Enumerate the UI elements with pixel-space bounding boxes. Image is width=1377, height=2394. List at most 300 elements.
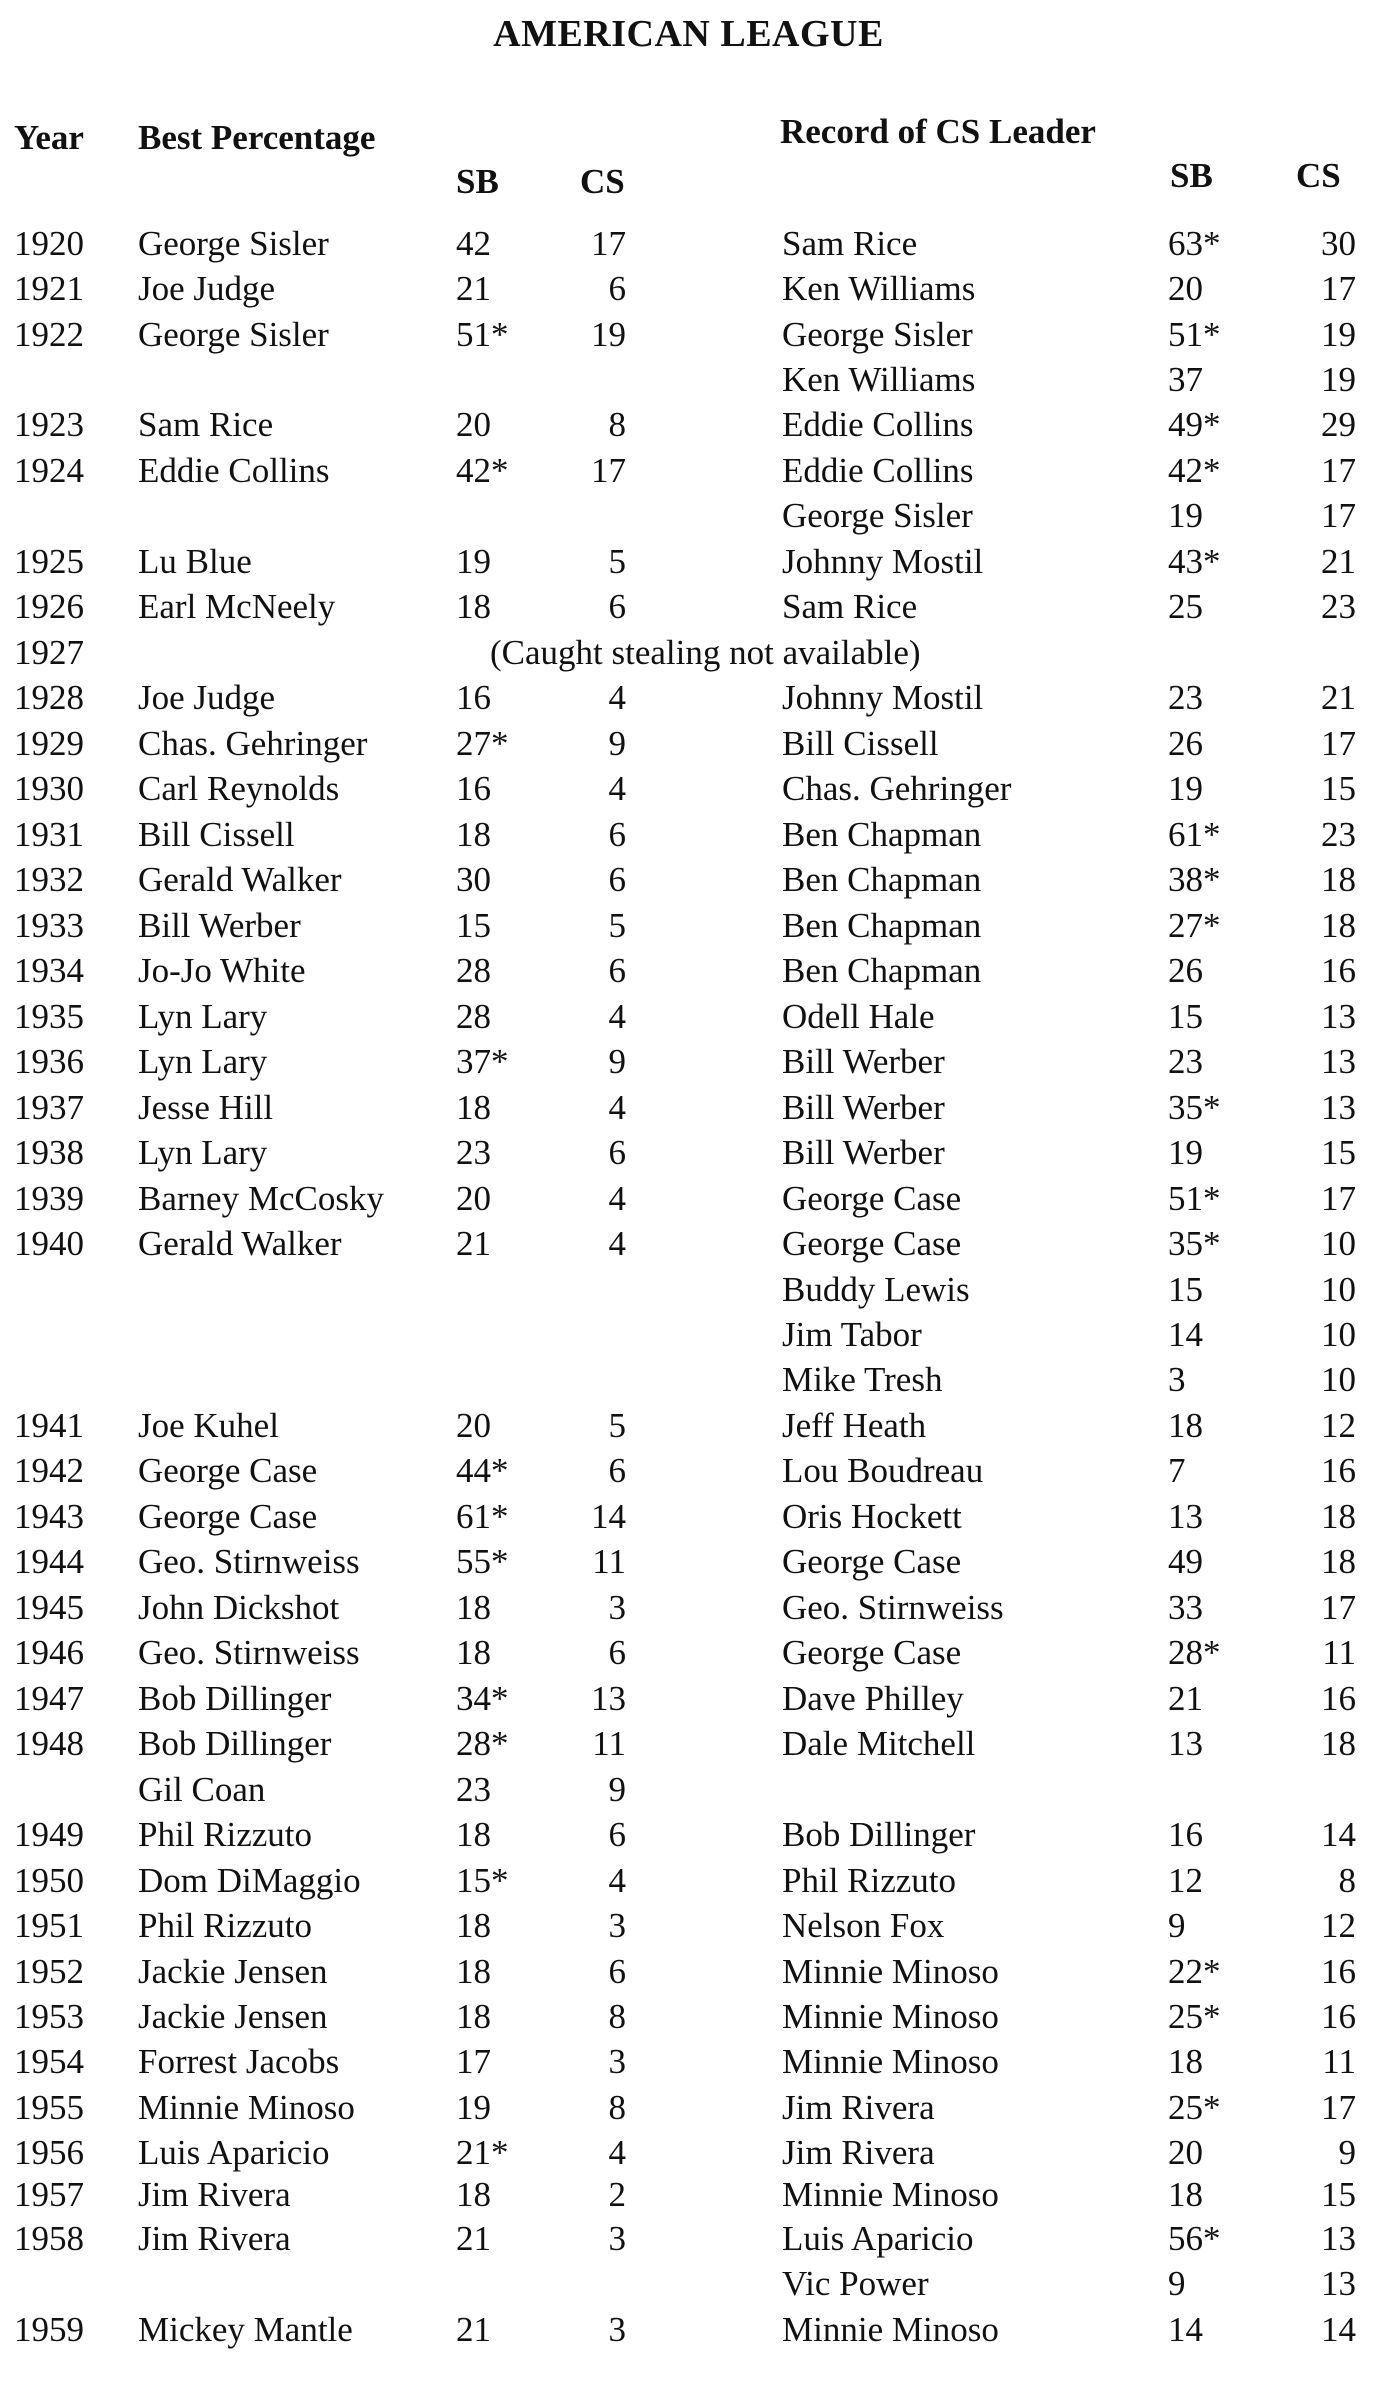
year-cell: 1931 bbox=[14, 815, 84, 854]
leader-sb-cell: 20 bbox=[1168, 2133, 1203, 2172]
year-cell: 1923 bbox=[14, 405, 84, 444]
best-cs-cell: 4 bbox=[608, 1088, 626, 1127]
header-leader-sb: SB bbox=[1170, 156, 1213, 195]
best-sb-cell: 34* bbox=[456, 1679, 509, 1718]
header-year: Year bbox=[14, 118, 84, 157]
leader-sb-cell: 51* bbox=[1168, 1179, 1221, 1218]
best-name-cell: Bob Dillinger bbox=[138, 1724, 332, 1763]
best-cs-cell: 4 bbox=[608, 1179, 626, 1218]
leader-sb-cell: 51* bbox=[1168, 315, 1221, 354]
leader-sb-cell: 20 bbox=[1168, 269, 1203, 308]
best-name-cell: Geo. Stirnweiss bbox=[138, 1542, 360, 1581]
leader-name-cell: Minnie Minoso bbox=[782, 2175, 999, 2214]
year-cell: 1958 bbox=[14, 2219, 84, 2258]
leader-name-cell: Buddy Lewis bbox=[782, 1270, 970, 1309]
leader-name-cell: George Sisler bbox=[782, 496, 973, 535]
leader-name-cell: George Case bbox=[782, 1633, 962, 1672]
leader-name-cell: Bill Werber bbox=[782, 1088, 945, 1127]
best-cs-cell: 4 bbox=[608, 1861, 626, 1900]
year-cell: 1922 bbox=[14, 315, 84, 354]
leader-cs-cell: 11 bbox=[1322, 2042, 1356, 2081]
leader-cs-cell: 30 bbox=[1321, 224, 1356, 263]
leader-cs-cell: 18 bbox=[1321, 860, 1356, 899]
table-row bbox=[0, 904, 1377, 948]
leader-sb-cell: 19 bbox=[1168, 769, 1203, 808]
year-cell: 1959 bbox=[14, 2310, 84, 2349]
best-sb-cell: 18 bbox=[456, 1633, 491, 1672]
table-row bbox=[0, 1268, 1377, 1312]
leader-sb-cell: 9 bbox=[1168, 2264, 1186, 2303]
leader-sb-cell: 27* bbox=[1168, 906, 1221, 945]
leader-cs-cell: 10 bbox=[1321, 1360, 1356, 1399]
leader-cs-cell: 17 bbox=[1321, 1588, 1356, 1627]
best-name-cell: Dom DiMaggio bbox=[138, 1861, 361, 1900]
best-cs-cell: 3 bbox=[608, 2310, 626, 2349]
leader-name-cell: Dave Philley bbox=[782, 1679, 964, 1718]
leader-name-cell: Minnie Minoso bbox=[782, 2310, 999, 2349]
year-cell: 1946 bbox=[14, 1633, 84, 1672]
year-cell: 1941 bbox=[14, 1406, 84, 1445]
best-sb-cell: 30 bbox=[456, 860, 491, 899]
leader-name-cell: Ken Williams bbox=[782, 269, 976, 308]
table-row bbox=[0, 858, 1377, 902]
leader-cs-cell: 15 bbox=[1321, 769, 1356, 808]
leader-name-cell: Johnny Mostil bbox=[782, 678, 984, 717]
year-cell: 1925 bbox=[14, 542, 84, 581]
leader-name-cell: Chas. Gehringer bbox=[782, 769, 1012, 808]
leader-name-cell: Ken Williams bbox=[782, 360, 976, 399]
best-cs-cell: 6 bbox=[608, 860, 626, 899]
leader-name-cell: Minnie Minoso bbox=[782, 1997, 999, 2036]
best-name-cell: George Sisler bbox=[138, 224, 329, 263]
best-cs-cell: 6 bbox=[608, 1133, 626, 1172]
table-row bbox=[0, 813, 1377, 857]
leader-sb-cell: 3 bbox=[1168, 1360, 1186, 1399]
best-sb-cell: 18 bbox=[456, 1997, 491, 2036]
table-row bbox=[0, 1768, 1377, 1812]
year-cell: 1928 bbox=[14, 678, 84, 717]
best-name-cell: Bill Cissell bbox=[138, 815, 295, 854]
best-cs-cell: 6 bbox=[608, 1952, 626, 1991]
leader-cs-cell: 17 bbox=[1321, 451, 1356, 490]
leader-name-cell: George Case bbox=[782, 1542, 962, 1581]
year-cell: 1920 bbox=[14, 224, 84, 263]
year-cell: 1940 bbox=[14, 1224, 84, 1263]
leader-cs-cell: 19 bbox=[1321, 315, 1356, 354]
leader-cs-cell: 13 bbox=[1321, 1042, 1356, 1081]
leader-cs-cell: 17 bbox=[1321, 2088, 1356, 2127]
table-row bbox=[0, 2131, 1377, 2175]
best-sb-cell: 15 bbox=[456, 906, 491, 945]
best-cs-cell: 11 bbox=[592, 1542, 626, 1581]
best-sb-cell: 21 bbox=[456, 2219, 491, 2258]
best-name-cell: Jo-Jo White bbox=[138, 951, 306, 990]
leader-name-cell: Mike Tresh bbox=[782, 1360, 943, 1399]
leader-sb-cell: 28* bbox=[1168, 1633, 1221, 1672]
year-cell: 1935 bbox=[14, 997, 84, 1036]
best-cs-cell: 14 bbox=[591, 1497, 626, 1536]
best-name-cell: Gil Coan bbox=[138, 1770, 266, 1809]
leader-name-cell: Jim Rivera bbox=[782, 2088, 935, 2127]
leader-sb-cell: 19 bbox=[1168, 496, 1203, 535]
best-cs-cell: 4 bbox=[608, 997, 626, 1036]
year-cell: 1952 bbox=[14, 1952, 84, 1991]
year-cell: 1938 bbox=[14, 1133, 84, 1172]
best-sb-cell: 61* bbox=[456, 1497, 509, 1536]
year-cell: 1951 bbox=[14, 1906, 84, 1945]
table-row bbox=[0, 2262, 1377, 2306]
leader-name-cell: Sam Rice bbox=[782, 587, 918, 626]
leader-cs-cell: 23 bbox=[1321, 815, 1356, 854]
leader-cs-cell: 10 bbox=[1321, 1224, 1356, 1263]
leader-name-cell: Luis Aparicio bbox=[782, 2219, 974, 2258]
year-cell: 1943 bbox=[14, 1497, 84, 1536]
leader-name-cell: Ben Chapman bbox=[782, 906, 982, 945]
leader-cs-cell: 12 bbox=[1321, 1406, 1356, 1445]
leader-name-cell: Sam Rice bbox=[782, 224, 918, 263]
best-name-cell: Lyn Lary bbox=[138, 1042, 268, 1081]
best-name-cell: Barney McCosky bbox=[138, 1179, 384, 1218]
table-row bbox=[0, 1222, 1377, 1266]
best-name-cell: Minnie Minoso bbox=[138, 2088, 355, 2127]
leader-name-cell: Oris Hockett bbox=[782, 1497, 962, 1536]
leader-cs-cell: 21 bbox=[1321, 678, 1356, 717]
year-cell: 1956 bbox=[14, 2133, 84, 2172]
best-cs-cell: 9 bbox=[608, 724, 626, 763]
best-cs-cell: 6 bbox=[608, 587, 626, 626]
table-row bbox=[0, 494, 1377, 538]
table-row bbox=[0, 2217, 1377, 2261]
best-sb-cell: 23 bbox=[456, 1770, 491, 1809]
table-row bbox=[0, 1631, 1377, 1675]
leader-cs-cell: 17 bbox=[1321, 724, 1356, 763]
leader-sb-cell: 25 bbox=[1168, 587, 1203, 626]
table-row bbox=[0, 1313, 1377, 1357]
best-sb-cell: 28* bbox=[456, 1724, 509, 1763]
best-cs-cell: 4 bbox=[608, 2133, 626, 2172]
year-cell: 1926 bbox=[14, 587, 84, 626]
leader-cs-cell: 21 bbox=[1321, 542, 1356, 581]
leader-sb-cell: 12 bbox=[1168, 1861, 1203, 1900]
best-name-cell: Mickey Mantle bbox=[138, 2310, 353, 2349]
table-row bbox=[0, 676, 1377, 720]
leader-name-cell: Eddie Collins bbox=[782, 405, 974, 444]
leader-sb-cell: 49 bbox=[1168, 1542, 1203, 1581]
leader-name-cell: Jim Tabor bbox=[782, 1315, 922, 1354]
table-row bbox=[0, 1495, 1377, 1539]
best-sb-cell: 27* bbox=[456, 724, 509, 763]
leader-name-cell: Bob Dillinger bbox=[782, 1815, 976, 1854]
best-name-cell: Phil Rizzuto bbox=[138, 1906, 313, 1945]
best-sb-cell: 18 bbox=[456, 1906, 491, 1945]
leader-cs-cell: 8 bbox=[1338, 1861, 1356, 1900]
leader-name-cell: Ben Chapman bbox=[782, 815, 982, 854]
leader-name-cell: Minnie Minoso bbox=[782, 1952, 999, 1991]
leader-sb-cell: 26 bbox=[1168, 724, 1203, 763]
table-row bbox=[0, 1677, 1377, 1721]
best-name-cell: Jesse Hill bbox=[138, 1088, 274, 1127]
leader-name-cell: Geo. Stirnweiss bbox=[782, 1588, 1004, 1627]
leader-name-cell: Bill Werber bbox=[782, 1133, 945, 1172]
best-cs-cell: 6 bbox=[608, 1451, 626, 1490]
best-name-cell: Chas. Gehringer bbox=[138, 724, 368, 763]
leader-name-cell: Nelson Fox bbox=[782, 1906, 945, 1945]
best-name-cell: Lu Blue bbox=[138, 542, 252, 581]
table-row bbox=[0, 1586, 1377, 1630]
leader-sb-cell: 26 bbox=[1168, 951, 1203, 990]
table-row bbox=[0, 767, 1377, 811]
year-cell: 1939 bbox=[14, 1179, 84, 1218]
best-sb-cell: 20 bbox=[456, 1179, 491, 1218]
best-sb-cell: 18 bbox=[456, 815, 491, 854]
leader-cs-cell: 13 bbox=[1321, 997, 1356, 1036]
year-cell: 1953 bbox=[14, 1997, 84, 2036]
table-row bbox=[0, 1131, 1377, 1175]
leader-cs-cell: 16 bbox=[1321, 1451, 1356, 1490]
leader-sb-cell: 37 bbox=[1168, 360, 1203, 399]
leader-cs-cell: 17 bbox=[1321, 269, 1356, 308]
best-sb-cell: 19 bbox=[456, 542, 491, 581]
table-row bbox=[0, 2040, 1377, 2084]
best-cs-cell: 9 bbox=[608, 1770, 626, 1809]
best-cs-cell: 5 bbox=[608, 906, 626, 945]
leader-sb-cell: 22* bbox=[1168, 1952, 1221, 1991]
page-title: AMERICAN LEAGUE bbox=[493, 13, 884, 55]
leader-name-cell: Ben Chapman bbox=[782, 951, 982, 990]
best-cs-cell: 6 bbox=[608, 269, 626, 308]
leader-sb-cell: 16 bbox=[1168, 1815, 1203, 1854]
best-name-cell: Joe Judge bbox=[138, 678, 276, 717]
leader-cs-cell: 29 bbox=[1321, 405, 1356, 444]
best-name-cell: Jackie Jensen bbox=[138, 1952, 328, 1991]
year-cell: 1942 bbox=[14, 1451, 84, 1490]
best-name-cell: Joe Kuhel bbox=[138, 1406, 279, 1445]
best-sb-cell: 21 bbox=[456, 269, 491, 308]
best-cs-cell: 6 bbox=[608, 1633, 626, 1672]
leader-cs-cell: 12 bbox=[1321, 1906, 1356, 1945]
best-cs-cell: 8 bbox=[608, 405, 626, 444]
leader-name-cell: Lou Boudreau bbox=[782, 1451, 984, 1490]
best-name-cell: Sam Rice bbox=[138, 405, 274, 444]
table-row bbox=[0, 449, 1377, 493]
leader-cs-cell: 10 bbox=[1321, 1315, 1356, 1354]
year-cell: 1950 bbox=[14, 1861, 84, 1900]
leader-cs-cell: 13 bbox=[1321, 2264, 1356, 2303]
table-row bbox=[0, 995, 1377, 1039]
best-name-cell: George Case bbox=[138, 1451, 318, 1490]
leader-name-cell: Jim Rivera bbox=[782, 2133, 935, 2172]
year-cell: 1944 bbox=[14, 1542, 84, 1581]
leader-name-cell: Eddie Collins bbox=[782, 451, 974, 490]
year-cell: 1929 bbox=[14, 724, 84, 763]
leader-name-cell: Jeff Heath bbox=[782, 1406, 927, 1445]
best-cs-cell: 6 bbox=[608, 1815, 626, 1854]
table-row bbox=[0, 1404, 1377, 1448]
table-row bbox=[0, 1995, 1377, 2039]
best-sb-cell: 18 bbox=[456, 587, 491, 626]
leader-sb-cell: 25* bbox=[1168, 2088, 1221, 2127]
best-name-cell: Jackie Jensen bbox=[138, 1997, 328, 2036]
best-cs-cell: 9 bbox=[608, 1042, 626, 1081]
year-cell: 1933 bbox=[14, 906, 84, 945]
best-cs-cell: 3 bbox=[608, 1588, 626, 1627]
best-cs-cell: 4 bbox=[608, 769, 626, 808]
leader-cs-cell: 18 bbox=[1321, 906, 1356, 945]
leader-sb-cell: 49* bbox=[1168, 405, 1221, 444]
table-row bbox=[0, 1040, 1377, 1084]
table-row bbox=[0, 403, 1377, 447]
best-cs-cell: 8 bbox=[608, 2088, 626, 2127]
best-name-cell: Carl Reynolds bbox=[138, 769, 340, 808]
year-cell: 1924 bbox=[14, 451, 84, 490]
header-best-sb: SB bbox=[456, 162, 499, 201]
best-cs-cell: 19 bbox=[591, 315, 626, 354]
leader-sb-cell: 23 bbox=[1168, 1042, 1203, 1081]
best-name-cell: Geo. Stirnweiss bbox=[138, 1633, 360, 1672]
best-sb-cell: 42* bbox=[456, 451, 509, 490]
table-row bbox=[0, 313, 1377, 357]
leader-cs-cell: 18 bbox=[1321, 1724, 1356, 1763]
best-sb-cell: 18 bbox=[456, 1815, 491, 1854]
best-cs-cell: 3 bbox=[608, 1906, 626, 1945]
header-best-cs: CS bbox=[580, 162, 625, 201]
leader-name-cell: Ben Chapman bbox=[782, 860, 982, 899]
table-row bbox=[0, 1722, 1377, 1766]
best-sb-cell: 44* bbox=[456, 1451, 509, 1490]
best-cs-cell: 3 bbox=[608, 2042, 626, 2081]
leader-cs-cell: 14 bbox=[1321, 2310, 1356, 2349]
leader-sb-cell: 23 bbox=[1168, 678, 1203, 717]
table-row bbox=[0, 1177, 1377, 1221]
best-sb-cell: 18 bbox=[456, 1588, 491, 1627]
best-sb-cell: 28 bbox=[456, 997, 491, 1036]
best-cs-cell: 17 bbox=[591, 224, 626, 263]
leader-sb-cell: 33 bbox=[1168, 1588, 1203, 1627]
leader-cs-cell: 17 bbox=[1321, 1179, 1356, 1218]
table-row bbox=[0, 1086, 1377, 1130]
leader-sb-cell: 15 bbox=[1168, 1270, 1203, 1309]
leader-name-cell: Odell Hale bbox=[782, 997, 935, 1036]
table-row bbox=[0, 2173, 1377, 2217]
leader-cs-cell: 13 bbox=[1321, 1088, 1356, 1127]
best-name-cell: Earl McNeely bbox=[138, 587, 336, 626]
table-row bbox=[0, 1540, 1377, 1584]
leader-sb-cell: 25* bbox=[1168, 1997, 1221, 2036]
unavailable-note: (Caught stealing not available) bbox=[490, 633, 921, 672]
best-cs-cell: 5 bbox=[608, 1406, 626, 1445]
table-row bbox=[0, 358, 1377, 402]
leader-sb-cell: 14 bbox=[1168, 1315, 1203, 1354]
leader-name-cell: Dale Mitchell bbox=[782, 1724, 976, 1763]
best-name-cell: Lyn Lary bbox=[138, 1133, 268, 1172]
best-sb-cell: 42 bbox=[456, 224, 491, 263]
leader-sb-cell: 13 bbox=[1168, 1724, 1203, 1763]
best-name-cell: Luis Aparicio bbox=[138, 2133, 330, 2172]
leader-sb-cell: 21 bbox=[1168, 1679, 1203, 1718]
year-cell: 1930 bbox=[14, 769, 84, 808]
best-name-cell: Jim Rivera bbox=[138, 2219, 291, 2258]
table-row bbox=[0, 722, 1377, 766]
best-sb-cell: 21* bbox=[456, 2133, 509, 2172]
best-sb-cell: 18 bbox=[456, 1088, 491, 1127]
best-sb-cell: 21 bbox=[456, 1224, 491, 1263]
year-cell: 1936 bbox=[14, 1042, 84, 1081]
leader-sb-cell: 15 bbox=[1168, 997, 1203, 1036]
leader-sb-cell: 63* bbox=[1168, 224, 1221, 263]
leader-sb-cell: 43* bbox=[1168, 542, 1221, 581]
leader-cs-cell: 15 bbox=[1321, 1133, 1356, 1172]
leader-sb-cell: 13 bbox=[1168, 1497, 1203, 1536]
leader-cs-cell: 11 bbox=[1322, 1633, 1356, 1672]
best-name-cell: Gerald Walker bbox=[138, 1224, 342, 1263]
best-sb-cell: 19 bbox=[456, 2088, 491, 2127]
table-row bbox=[0, 585, 1377, 629]
best-cs-cell: 2 bbox=[608, 2175, 626, 2214]
leader-cs-cell: 15 bbox=[1321, 2175, 1356, 2214]
table-row bbox=[0, 2308, 1377, 2352]
leader-name-cell: Bill Werber bbox=[782, 1042, 945, 1081]
table-row bbox=[0, 1449, 1377, 1493]
leader-sb-cell: 14 bbox=[1168, 2310, 1203, 2349]
best-sb-cell: 18 bbox=[456, 2175, 491, 2214]
best-name-cell: Gerald Walker bbox=[138, 860, 342, 899]
year-cell: 1937 bbox=[14, 1088, 84, 1127]
best-cs-cell: 17 bbox=[591, 451, 626, 490]
best-cs-cell: 3 bbox=[608, 2219, 626, 2258]
leader-cs-cell: 9 bbox=[1338, 2133, 1356, 2172]
leader-cs-cell: 16 bbox=[1321, 1997, 1356, 2036]
header-best-percentage: Best Percentage bbox=[138, 118, 376, 157]
leader-sb-cell: 18 bbox=[1168, 1406, 1203, 1445]
best-cs-cell: 11 bbox=[592, 1724, 626, 1763]
leader-cs-cell: 18 bbox=[1321, 1542, 1356, 1581]
leader-cs-cell: 10 bbox=[1321, 1270, 1356, 1309]
leader-cs-cell: 18 bbox=[1321, 1497, 1356, 1536]
best-sb-cell: 37* bbox=[456, 1042, 509, 1081]
best-sb-cell: 15* bbox=[456, 1861, 509, 1900]
leader-cs-cell: 14 bbox=[1321, 1815, 1356, 1854]
best-name-cell: Bill Werber bbox=[138, 906, 301, 945]
best-name-cell: Phil Rizzuto bbox=[138, 1815, 313, 1854]
leader-cs-cell: 16 bbox=[1321, 1952, 1356, 1991]
leader-sb-cell: 42* bbox=[1168, 451, 1221, 490]
best-cs-cell: 6 bbox=[608, 815, 626, 854]
best-sb-cell: 18 bbox=[456, 1952, 491, 1991]
leader-sb-cell: 18 bbox=[1168, 2042, 1203, 2081]
best-cs-cell: 6 bbox=[608, 951, 626, 990]
best-name-cell: Bob Dillinger bbox=[138, 1679, 332, 1718]
leader-name-cell: Vic Power bbox=[782, 2264, 929, 2303]
best-cs-cell: 8 bbox=[608, 1997, 626, 2036]
table-row bbox=[0, 1950, 1377, 1994]
table-row bbox=[0, 1904, 1377, 1948]
leader-sb-cell: 18 bbox=[1168, 2175, 1203, 2214]
year-cell: 1957 bbox=[14, 2175, 84, 2214]
leader-sb-cell: 61* bbox=[1168, 815, 1221, 854]
leader-sb-cell: 56* bbox=[1168, 2219, 1221, 2258]
table-row bbox=[0, 1859, 1377, 1903]
year-cell: 1955 bbox=[14, 2088, 84, 2127]
best-name-cell: Eddie Collins bbox=[138, 451, 330, 490]
year-cell: 1954 bbox=[14, 2042, 84, 2081]
table-row bbox=[0, 267, 1377, 311]
best-name-cell: George Case bbox=[138, 1497, 318, 1536]
best-sb-cell: 16 bbox=[456, 678, 491, 717]
leader-name-cell: Bill Cissell bbox=[782, 724, 939, 763]
year-cell: 1934 bbox=[14, 951, 84, 990]
leader-cs-cell: 16 bbox=[1321, 951, 1356, 990]
leader-sb-cell: 38* bbox=[1168, 860, 1221, 899]
